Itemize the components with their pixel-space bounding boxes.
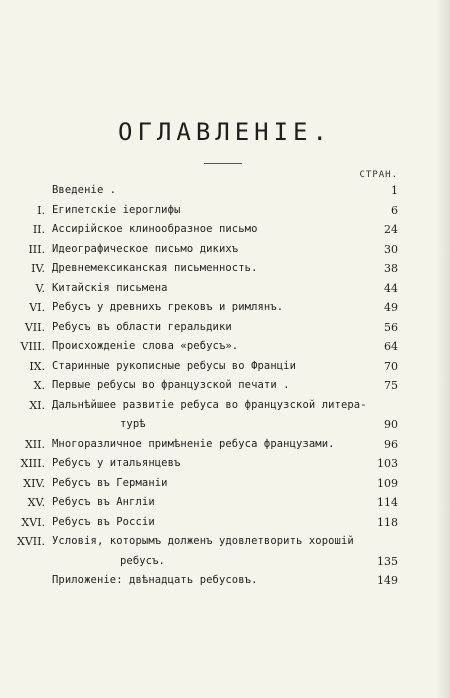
chapter-title: Идеографическое письмо дикихъ <box>52 242 239 255</box>
page-number: 149 <box>377 574 398 587</box>
toc-entry <box>0 298 450 318</box>
toc-entry <box>0 220 450 240</box>
chapter-title: Ребусъ въ Россіи <box>52 515 155 528</box>
table-of-contents <box>0 181 450 591</box>
chapter-number: III. <box>28 242 45 256</box>
chapter-title: Приложеніе: двѣнадцать ребусовъ. <box>52 574 258 586</box>
chapter-title: Ассирійское клинообразное письмо <box>52 223 258 235</box>
chapter-title: Происхожденіе слова «ребусъ». <box>52 340 239 352</box>
toc-entry <box>0 454 450 474</box>
chapter-title: Ребусъ въ Англіи <box>52 496 155 508</box>
chapter-number: V. <box>35 281 45 295</box>
chapter-title <box>52 532 354 571</box>
chapter-title: Китайскія письмена <box>52 281 168 294</box>
page-number: 90 <box>384 418 398 431</box>
toc-entry <box>0 279 450 299</box>
title-divider <box>204 163 242 164</box>
chapter-title: Многоразличное примѣненіе ребуса французами. <box>52 437 335 450</box>
page-number: 75 <box>384 379 398 392</box>
page-number: 38 <box>384 262 398 275</box>
page-number: 109 <box>377 476 398 490</box>
chapter-number: XI. <box>29 398 45 412</box>
chapter-title: Ребусъ въ области геральдики <box>52 320 232 333</box>
page-number: 1 <box>391 184 398 197</box>
page-number: 64 <box>384 340 398 353</box>
chapter-number: IV. <box>31 262 45 275</box>
chapter-title: Старинные рукописные ребусы во Франціи <box>52 359 297 372</box>
page-title: ОГЛАВЛЕНІЕ. <box>118 118 332 146</box>
chapter-number: XII. <box>24 437 45 451</box>
chapter-number: XIII. <box>20 457 45 470</box>
toc-entry <box>0 259 450 279</box>
chapter-number: VII. <box>24 320 45 334</box>
chapter-title: Ребусъ въ Германіи <box>52 476 168 489</box>
chapter-title: Первые ребусы во французской печати . <box>52 379 290 391</box>
chapter-number: XVI. <box>21 515 45 529</box>
page-number: 44 <box>384 281 398 295</box>
page-number: 6 <box>391 203 398 217</box>
page-number: 56 <box>384 320 398 334</box>
toc-entry <box>0 357 450 377</box>
toc-entry <box>0 435 450 455</box>
page-number: 96 <box>384 437 398 451</box>
page-number: 103 <box>377 457 398 470</box>
toc-entry <box>0 318 450 338</box>
toc-entry <box>0 376 450 396</box>
chapter-title: Ребусъ у итальянцевъ <box>52 457 181 469</box>
chapter-number: II. <box>32 223 45 236</box>
chapter-number: XV. <box>27 496 45 509</box>
page-number: 118 <box>377 515 398 529</box>
toc-entry <box>0 201 450 221</box>
chapter-number: X. <box>33 379 45 392</box>
chapter-title: Ребусъ у древнихъ грековъ и римлянъ. <box>52 301 284 313</box>
page-number: 135 <box>377 554 398 568</box>
chapter-title-line1: Дальнѣйшее развитіе ребуса во французской литера- <box>52 398 367 411</box>
chapter-title-line2: ребусъ. <box>120 554 165 567</box>
toc-entry <box>0 474 450 494</box>
toc-entry <box>0 240 450 260</box>
page-number: 114 <box>377 496 398 509</box>
chapter-number: IX. <box>29 359 45 373</box>
page-number: 70 <box>384 359 398 373</box>
toc-entry <box>0 396 450 435</box>
chapter-title: Древнемексиканская письменность. <box>52 262 258 274</box>
page-number: 49 <box>384 301 398 314</box>
chapter-number: XVII. <box>17 535 45 548</box>
toc-entry <box>0 532 450 571</box>
page-column-header: СТРАН. <box>359 170 398 180</box>
chapter-number: XIV. <box>23 476 45 490</box>
chapter-number: VIII. <box>20 340 45 353</box>
toc-entry <box>0 493 450 513</box>
chapter-title: Введеніе . <box>52 184 117 196</box>
chapter-title-line2: турѣ <box>120 418 146 430</box>
chapter-title: Египетскіе іероглифы <box>52 203 181 216</box>
toc-entry <box>0 513 450 533</box>
toc-entry <box>0 571 450 591</box>
toc-entry <box>0 181 450 201</box>
chapter-number: VI. <box>29 301 45 314</box>
chapter-title <box>52 396 367 435</box>
toc-entry <box>0 337 450 357</box>
chapter-title-line1: Условія, которымъ долженъ удовлетворить хорошій <box>52 535 354 547</box>
page-number: 30 <box>384 242 398 256</box>
chapter-number: I. <box>37 203 45 217</box>
page-number: 24 <box>384 223 398 236</box>
